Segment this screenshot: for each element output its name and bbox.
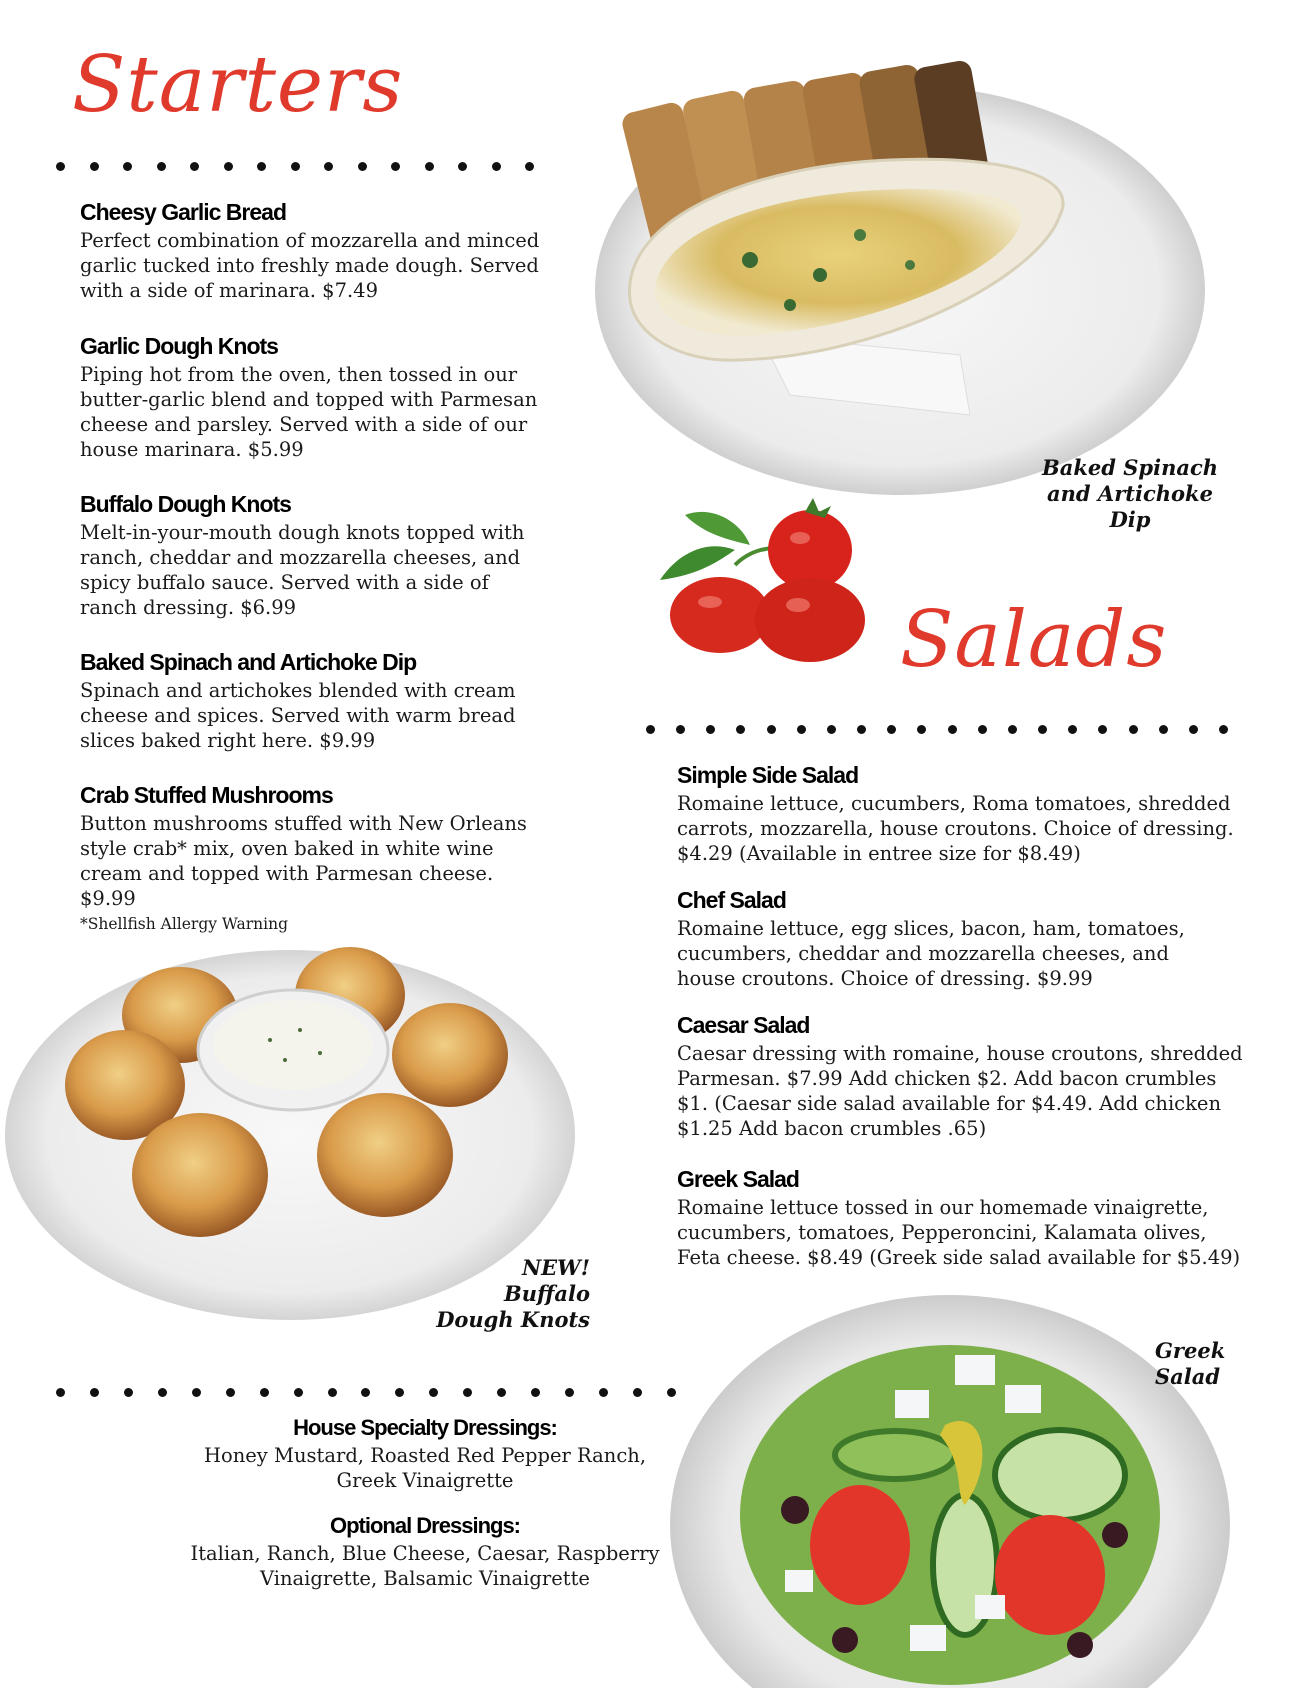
house-dressings-title: House Specialty Dressings: [293, 1415, 557, 1440]
item-name: Garlic Dough Knots [80, 333, 278, 359]
item-description: Romaine lettuce, egg slices, bacon, ham, tomatoes, cucumbers, cheddar and mozzarella cheeses, and house croutons. Choice of dressing. $9.99 [677, 917, 1185, 990]
house-dressings-list: Honey Mustard, Roasted Red Pepper Ranch, Greek Vinaigrette [203, 1444, 647, 1492]
item-description: Spinach and artichokes blended with cream cheese and spices. Served with warm bread slices baked right here. $9.99 [80, 679, 516, 752]
salad-item [677, 887, 1222, 991]
allergy-note: *Shellfish Allergy Warning [80, 915, 289, 933]
house-dressings [190, 1415, 660, 1493]
item-name: Cheesy Garlic Bread [80, 199, 287, 225]
starter-item [80, 199, 540, 303]
item-name: Chef Salad [677, 887, 786, 913]
greek-salad-photo [665, 1295, 1230, 1688]
starters-divider [56, 162, 534, 171]
item-description: Romaine lettuce, cucumbers, Roma tomatoes, shredded carrots, mozzarella, house croutons. Choice of dressing. $4.29 (Available in entree size for $8.49) [677, 792, 1234, 865]
item-name: Simple Side Salad [677, 762, 859, 788]
item-description: Perfect combination of mozzarella and minced garlic tucked into freshly made dough. Served with a side of marinara. $7.49 [80, 229, 540, 302]
item-description: Button mushrooms stuffed with New Orleans style crab* mix, oven baked in white wine cream and topped with Parmesan cheese. $9.99 [80, 812, 527, 910]
item-name: Caesar Salad [677, 1012, 810, 1038]
optional-dressings-title: Optional Dressings: [329, 1513, 521, 1538]
optional-dressings [190, 1513, 660, 1591]
item-name: Buffalo Dough Knots [80, 491, 291, 517]
item-description: Caesar dressing with romaine, house croutons, shredded Parmesan. $7.99 Add chicken $2. Add bacon crumbles $1. (Caesar side salad available for $4.49. Add chicken $1.25 Add bacon crumbles .65) [677, 1042, 1243, 1140]
tomatoes-photo [640, 490, 880, 670]
dip-caption: Baked Spinach and Artichoke Dip [1041, 455, 1219, 532]
dressings-divider [56, 1388, 676, 1397]
greek-caption: Greek Salad [1155, 1338, 1226, 1389]
starters-title: Starters [72, 40, 404, 130]
starter-item [80, 491, 540, 620]
starter-item [80, 333, 540, 462]
item-description: Romaine lettuce tossed in our homemade vinaigrette, cucumbers, tomatoes, Pepperoncini, Kalamata olives, Feta cheese. $8.49 (Greek side salad available for $5.49) [677, 1196, 1241, 1269]
item-name: Baked Spinach and Artichoke Dip [80, 649, 417, 675]
item-description: Melt-in-your-mouth dough knots topped with ranch, cheddar and mozzarella cheeses, and spicy buffalo sauce. Served with a side of ranch dressing. $6.99 [80, 521, 525, 619]
salad-item [677, 1166, 1247, 1270]
item-name: Greek Salad [677, 1166, 799, 1192]
salad-item [677, 1012, 1247, 1141]
starter-item [80, 649, 540, 753]
spinach-dip-photo [560, 35, 1210, 505]
starter-item [80, 782, 550, 934]
item-name: Crab Stuffed Mushrooms [80, 782, 333, 808]
salad-item [677, 762, 1247, 866]
item-description: Piping hot from the oven, then tossed in our butter-garlic blend and topped with Parmesan cheese and parsley. Served with a side of our house marinara. $5.99 [80, 363, 538, 461]
salads-title: Salads [900, 595, 1168, 685]
knots-caption: NEW! Buffalo Dough Knots [436, 1255, 590, 1332]
salads-divider [646, 725, 1228, 734]
optional-dressings-list: Italian, Ranch, Blue Cheese, Caesar, Raspberry Vinaigrette, Balsamic Vinaigrette [190, 1542, 660, 1590]
